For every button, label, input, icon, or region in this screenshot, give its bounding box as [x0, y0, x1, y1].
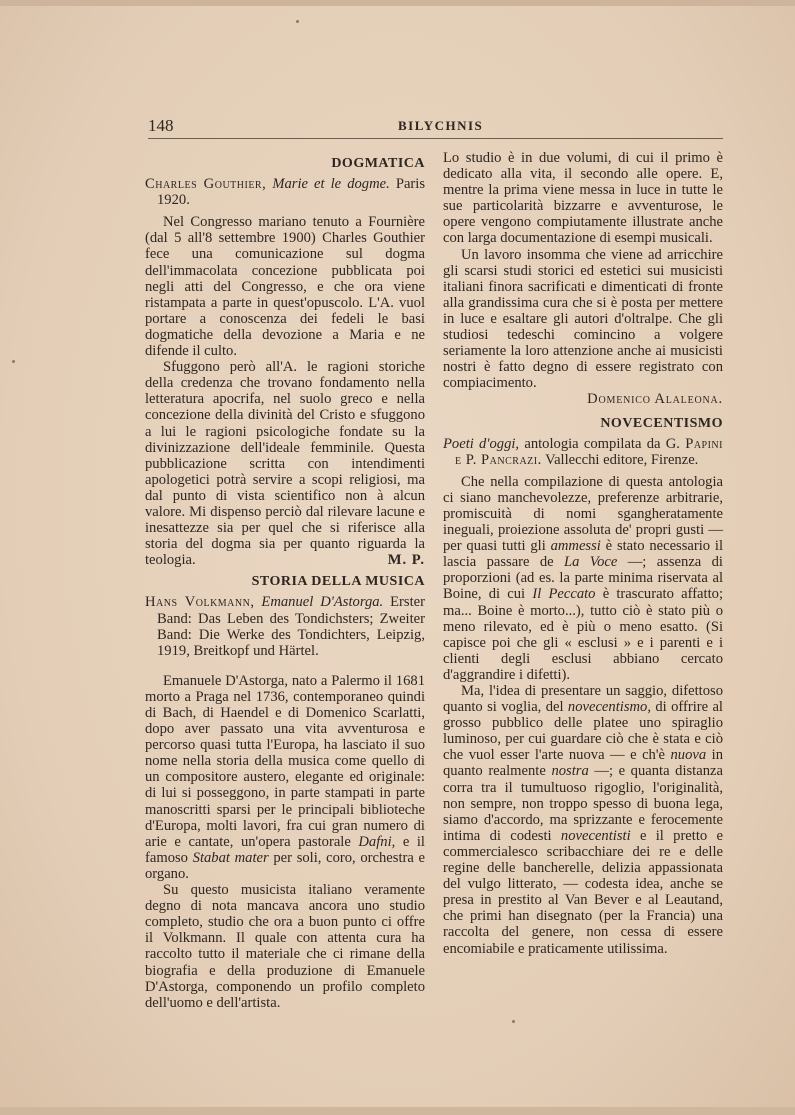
paragraph-text: è trascurato affatto; ma... Boine è morto...), tutto ciò è stato più o meno rilevato, ed è più o meno esatto. (Si capisce poi che gli « esclusi » e i parenti e i clienti degli esclusi abbiano cercato d'aggrandire i difetti).: [443, 586, 723, 683]
entry-author: Charles Gouthier,: [145, 176, 267, 193]
running-title: BILYCHNIS: [398, 118, 484, 133]
paper-speck: [296, 20, 299, 23]
paper-speck: [12, 360, 15, 363]
work-title: Il Peccato: [532, 586, 596, 603]
entry-text: antologia compilata da G.: [524, 435, 680, 452]
review-paragraph: Lo studio è in due volumi, di cui il primo è dedicato alla vita, il secondo alle opere. E, mentre la prima viene messa in luce in tutte le sue particolarità bizzarre e avventurose, le opere vengono compiutamente illustrate anche con larga documentazione di esempi musicali.: [443, 150, 723, 247]
reviewer-signature: [443, 391, 723, 407]
signature-name: Domenico Alaleona.: [587, 391, 723, 408]
bibliographic-entry: [443, 436, 723, 468]
paragraph-text: Sfuggono però all'A. le ragioni storiche della credenza che trovano fondamento nella letteratura apocrifa, nel suolo greco e nella concezione della divinità del Cristo e sfuggono a lui le ragioni psicologiche fondate su la divinizzazione dell'ideale femminile. Questa pubblicazione scritta con intendimenti apologetici potrà servire a scopi religiosi, ma dal punto di vista scientifico non à alcun valore. Mi dispenso perciò dal rilevare lacune e inesattezze sia per quel che si riferisce alla storia del dogma sia per quanto riguarda la teologia.: [145, 359, 425, 569]
section-heading-storia-della-musica: STORIA DELLA MUSICA: [251, 574, 425, 590]
bibliographic-entry: [145, 594, 425, 658]
paragraph-text: e il pretto e commercialesco scribacchiare dei re e delle regine delle bancherelle, delizia appassionata del vulgo litterato, — codesta idea, anche se presa in prestito al Van Bever e al Leautand, che primi han disegnato (per la Francia) una raccolta del genere, non cessa di essere encomiabile e praticamente utilissima.: [443, 827, 723, 957]
italic-term: novecentismo,: [567, 699, 651, 716]
italic-term: nuova: [670, 747, 707, 764]
italic-term: novecentisti: [560, 827, 631, 844]
entry-title: Emanuel D'Astorga.: [261, 594, 384, 611]
journal-title: La Voce: [564, 554, 618, 571]
section-heading-dogmatica: DOGMATICA: [331, 156, 425, 171]
entry-author: Hans Volkmann,: [145, 594, 255, 611]
entry-imprint: Erster Band: Das Leben des Tondichsters; Zweiter Band: Die Werke des Tondichters, Leipzig, 1919, Breitkopf und Härtel.: [157, 594, 425, 659]
entry-author: Papini e P. Pancrazi.: [455, 435, 723, 468]
paragraph-text: Emanuele D'Astorga, nato a Palermo il 1681 morto a Praga nel 1736, contemporaneo quindi di Bach, di Haendel e di Domenico Scarlatti, dopo aver passato una vita avventurosa e percorso quasi tutta l'Europa, ha lasciato il suo nome nella storia della musica come quello di un compositore austero, elegante ed originale: di lui si posseggono, in parte stampati in parte manoscritti sparsi per le principali biblioteche d'Europa, molti lavori, fra cui gran numero di arie e cantate, un'opera pastorale: [145, 672, 425, 850]
paragraph-text: Che nella compilazione di questa antologia ci siano manchevolezze, preferenze arbitrarie, promiscuità di nomi sgangheratamente ineguali, proiezione assoluta de' propri gusti — per quasi tutti gli: [443, 473, 723, 555]
paragraph-text: e il famoso: [145, 833, 425, 866]
paragraph-text: Ma, l'idea di presentare un saggio, difettoso quanto si voglia, del: [443, 683, 723, 716]
page-number: 148: [148, 116, 174, 135]
paper-speck: [512, 1020, 515, 1023]
review-paragraph: [443, 683, 723, 957]
paragraph-text: di offrire al grosso pubblico delle platee uno spiraglio luminoso, per cui guardare ciò che è stata e ciò che vuol esser l'arte nuova — e ch'è: [443, 699, 723, 764]
review-paragraph: [145, 359, 425, 568]
page-bottom-edge: [0, 1107, 795, 1115]
paragraph-text: —; e quanta distanza corra tra il tumultuoso rigoglio, l'originalità, non sempre, non troppo spesso di buona lega, siamo d'accordo, ma sprizzante e ferocemente intima di codesti: [443, 763, 723, 844]
left-column: [145, 150, 425, 1011]
review-paragraph: [443, 474, 723, 683]
review-paragraph: [145, 673, 425, 882]
page-top-edge: [0, 0, 795, 6]
paragraph-text: in quanto realmente: [443, 747, 723, 780]
italic-term: ammessi: [550, 538, 601, 555]
paragraph-text: per soli, coro, orchestra e organo.: [145, 849, 425, 882]
italic-term: nostra: [551, 763, 589, 780]
work-title: Dafni,: [358, 833, 396, 850]
review-paragraph: Nel Congresso mariano tenuto a Fournière (dal 5 all'8 settembre 1900) Charles Gouthier fece una comunicazione sul dogma dell'immacolata concezione pubblicata poi negli atti del Congresso, e che ora viene ristampata a parte in quest'opuscolo. L'A. vuol portare a conoscenza dei fedeli le basi dogmatiche della devozione a Maria e ne difende il culto.: [145, 214, 425, 360]
paragraph-text: —; assenza di proporzioni (ad es. la parte minima riservata al Boine, di cui: [443, 554, 723, 603]
right-column: [443, 150, 723, 957]
work-title: Stabat mater: [192, 849, 269, 866]
entry-imprint: Vallecchi editore, Firenze.: [545, 451, 699, 468]
entry-title: Marie et le dogme.: [272, 176, 390, 193]
review-paragraph: Un lavoro insomma che viene ad arricchire gli scarsi studi storici ed estetici sui musicisti italiani finora sacrificati e dimenticati di fronte alla grandissima cura che si è posta per mettere in luce e esaltare gli autori d'oltralpe. Che gli studiosi tedeschi comincino a volgere seriamente la loro attenzione anche ai musicisti nostri è fatto degno di essere registrato con compiacimento.: [443, 246, 723, 392]
entry-title: Poeti d'oggi,: [443, 435, 520, 452]
paragraph-text: è stato necessario il lascia passare de: [443, 538, 724, 571]
page-header: [148, 116, 723, 139]
bibliographic-entry: [145, 176, 425, 208]
reviewer-signature: M. P.: [387, 552, 425, 569]
review-paragraph: Su questo musicista italiano veramente degno di nota mancava ancora uno studio completo, studio che ora a buon punto ci offre il Volkmann. Il quale con attenta cura ha raccolto tutto il materiale che ci rimane della biografia e della produzione di Emanuele D'Astorga, componendo un profilo completo dell'uomo e dell'artista.: [145, 882, 425, 1011]
section-heading-novecentismo: NOVECENTISMO: [600, 415, 723, 431]
entry-imprint: Paris 1920.: [157, 176, 426, 209]
